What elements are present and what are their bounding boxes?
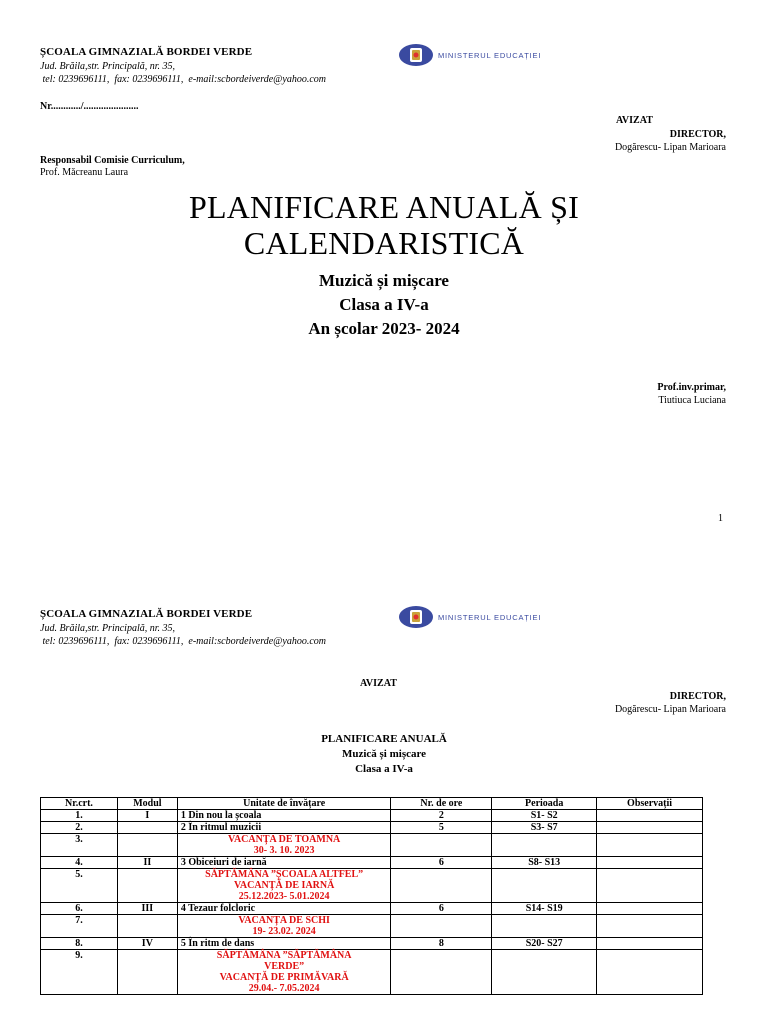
avizat-label-p2: AVIZAT	[360, 678, 397, 689]
cell-observatii	[597, 915, 703, 938]
avizat-label: AVIZAT	[616, 115, 653, 126]
cell-observatii	[597, 938, 703, 950]
cell-ore: 8	[391, 938, 492, 950]
director-label: DIRECTOR,	[669, 129, 726, 140]
cell-perioada: S8- S13	[492, 857, 597, 869]
header-modul: Modul	[117, 798, 177, 810]
cell-nr: 6.	[41, 903, 118, 915]
cell-ore	[391, 834, 492, 857]
header-unitate: Unitate de învățare	[177, 798, 391, 810]
class-name: Clasa a IV-a	[339, 295, 429, 314]
school-name-p2: ȘCOALA GIMNAZIALĂ BORDEI VERDE	[40, 608, 253, 620]
table-row	[41, 869, 703, 903]
cell-unitate: 5 În ritm de dans	[177, 938, 391, 950]
table-row	[41, 822, 703, 834]
cell-nr: 4.	[41, 857, 118, 869]
director-name: Dogărescu- Lipan Marioara	[614, 142, 726, 153]
cell-modul	[117, 869, 177, 903]
cell-nr: 9.	[41, 950, 118, 995]
table-row	[41, 834, 703, 857]
cell-unitate: 4 Tezaur folcloric	[177, 903, 391, 915]
cell-modul	[117, 950, 177, 995]
header-nr: Nr.crt.	[41, 798, 118, 810]
table-row	[41, 903, 703, 915]
director-label-p2: DIRECTOR,	[669, 691, 726, 702]
cell-perioada: S1- S2	[492, 810, 597, 822]
school-contact: tel: 0239696111, fax: 0239696111, e-mail:scbordeiverde@yahoo.com	[40, 74, 326, 85]
cell-unitate: 2 În ritmul muzicii	[177, 822, 391, 834]
cell-perioada	[492, 950, 597, 995]
cell-unitate: SĂPTĂMÂNA ”ȘCOALA ALTFEL” VACANȚĂ DE IARNĂ 25.12.2023- 5.01.2024	[177, 869, 391, 903]
header-observatii: Observații	[597, 798, 703, 810]
cell-modul: II	[117, 857, 177, 869]
cell-unitate: 1 Din nou la școala	[177, 810, 391, 822]
cell-nr: 7.	[41, 915, 118, 938]
document-title-line2: CALENDARISTICĂ	[243, 225, 525, 261]
class-name-p2: Clasa a IV-a	[355, 763, 413, 775]
teacher-name: Tiutiuca Luciana	[658, 395, 726, 406]
document-title-line1: PLANIFICARE ANUALĂ ȘI	[189, 189, 579, 225]
cell-observatii	[597, 810, 703, 822]
cell-unitate: VACANȚA DE SCHI 19- 23.02. 2024	[177, 915, 391, 938]
plan-table	[40, 797, 703, 995]
cell-perioada	[492, 869, 597, 903]
cell-ore	[391, 950, 492, 995]
cell-nr: 3.	[41, 834, 118, 857]
plan-title-p2: PLANIFICARE ANUALĂ	[321, 733, 447, 745]
cell-modul	[117, 915, 177, 938]
school-address: Jud. Brăila,str. Principală, nr. 35,	[40, 61, 176, 72]
header-ore: Nr. de ore	[391, 798, 492, 810]
page-number: 1	[718, 513, 723, 524]
school-address-p2: Jud. Brăila,str. Principală, nr. 35,	[40, 623, 176, 634]
cell-observatii	[597, 822, 703, 834]
header-perioada: Perioada	[492, 798, 597, 810]
table-row	[41, 915, 703, 938]
director-name-p2: Dogărescu- Lipan Marioara	[614, 704, 726, 715]
cell-ore: 2	[391, 810, 492, 822]
cell-modul: I	[117, 810, 177, 822]
cell-perioada	[492, 834, 597, 857]
responsabil-label: Responsabil Comisie Curriculum,	[40, 155, 185, 166]
cell-modul	[117, 822, 177, 834]
cell-observatii	[597, 903, 703, 915]
ministry-crest-icon	[398, 43, 434, 67]
cell-observatii	[597, 950, 703, 995]
document-number: Nr............/......................	[40, 101, 139, 112]
cell-unitate: SĂPTĂMÂNA ”SĂPTĂMÂNA VERDE” VACANȚĂ DE PRIMĂVARĂ 29.04.- 7.05.2024	[177, 950, 391, 995]
table-header-row	[41, 798, 703, 810]
cell-ore	[391, 869, 492, 903]
subject-name-p2: Muzică și mișcare	[341, 748, 427, 760]
cell-perioada: S14- S19	[492, 903, 597, 915]
cell-unitate: 3 Obiceiuri de iarnă	[177, 857, 391, 869]
cell-unitate: VACANȚA DE TOAMNA 30- 3. 10. 2023	[177, 834, 391, 857]
ministry-crest-icon	[398, 605, 434, 629]
ministry-logo-p2	[398, 605, 541, 629]
ministry-logo	[398, 43, 541, 67]
table-row	[41, 950, 703, 995]
cell-modul: IV	[117, 938, 177, 950]
cell-nr: 2.	[41, 822, 118, 834]
cell-modul: III	[117, 903, 177, 915]
cell-modul	[117, 834, 177, 857]
table-row	[41, 810, 703, 822]
cell-perioada: S3- S7	[492, 822, 597, 834]
subject-name: Muzică și mișcare	[319, 271, 449, 290]
table-row	[41, 938, 703, 950]
cell-nr: 5.	[41, 869, 118, 903]
cell-perioada	[492, 915, 597, 938]
cell-observatii	[597, 834, 703, 857]
table-row	[41, 857, 703, 869]
school-name: ȘCOALA GIMNAZIALĂ BORDEI VERDE	[40, 46, 253, 58]
cell-perioada: S20- S27	[492, 938, 597, 950]
cell-ore: 6	[391, 857, 492, 869]
cell-nr: 8.	[41, 938, 118, 950]
cell-observatii	[597, 857, 703, 869]
school-year: An școlar 2023- 2024	[308, 319, 460, 338]
responsabil-name: Prof. Mǎcreanu Laura	[40, 167, 129, 178]
cell-ore: 6	[391, 903, 492, 915]
school-contact-p2: tel: 0239696111, fax: 0239696111, e-mail:scbordeiverde@yahoo.com	[40, 636, 326, 647]
teacher-label: Prof.inv.primar,	[657, 382, 726, 393]
cell-observatii	[597, 869, 703, 903]
cell-ore	[391, 915, 492, 938]
ministry-name-p2: MINISTERUL EDUCAȚIEI	[438, 612, 542, 622]
cell-ore: 5	[391, 822, 492, 834]
ministry-name: MINISTERUL EDUCAȚIEI	[438, 50, 542, 60]
cell-nr: 1.	[41, 810, 118, 822]
